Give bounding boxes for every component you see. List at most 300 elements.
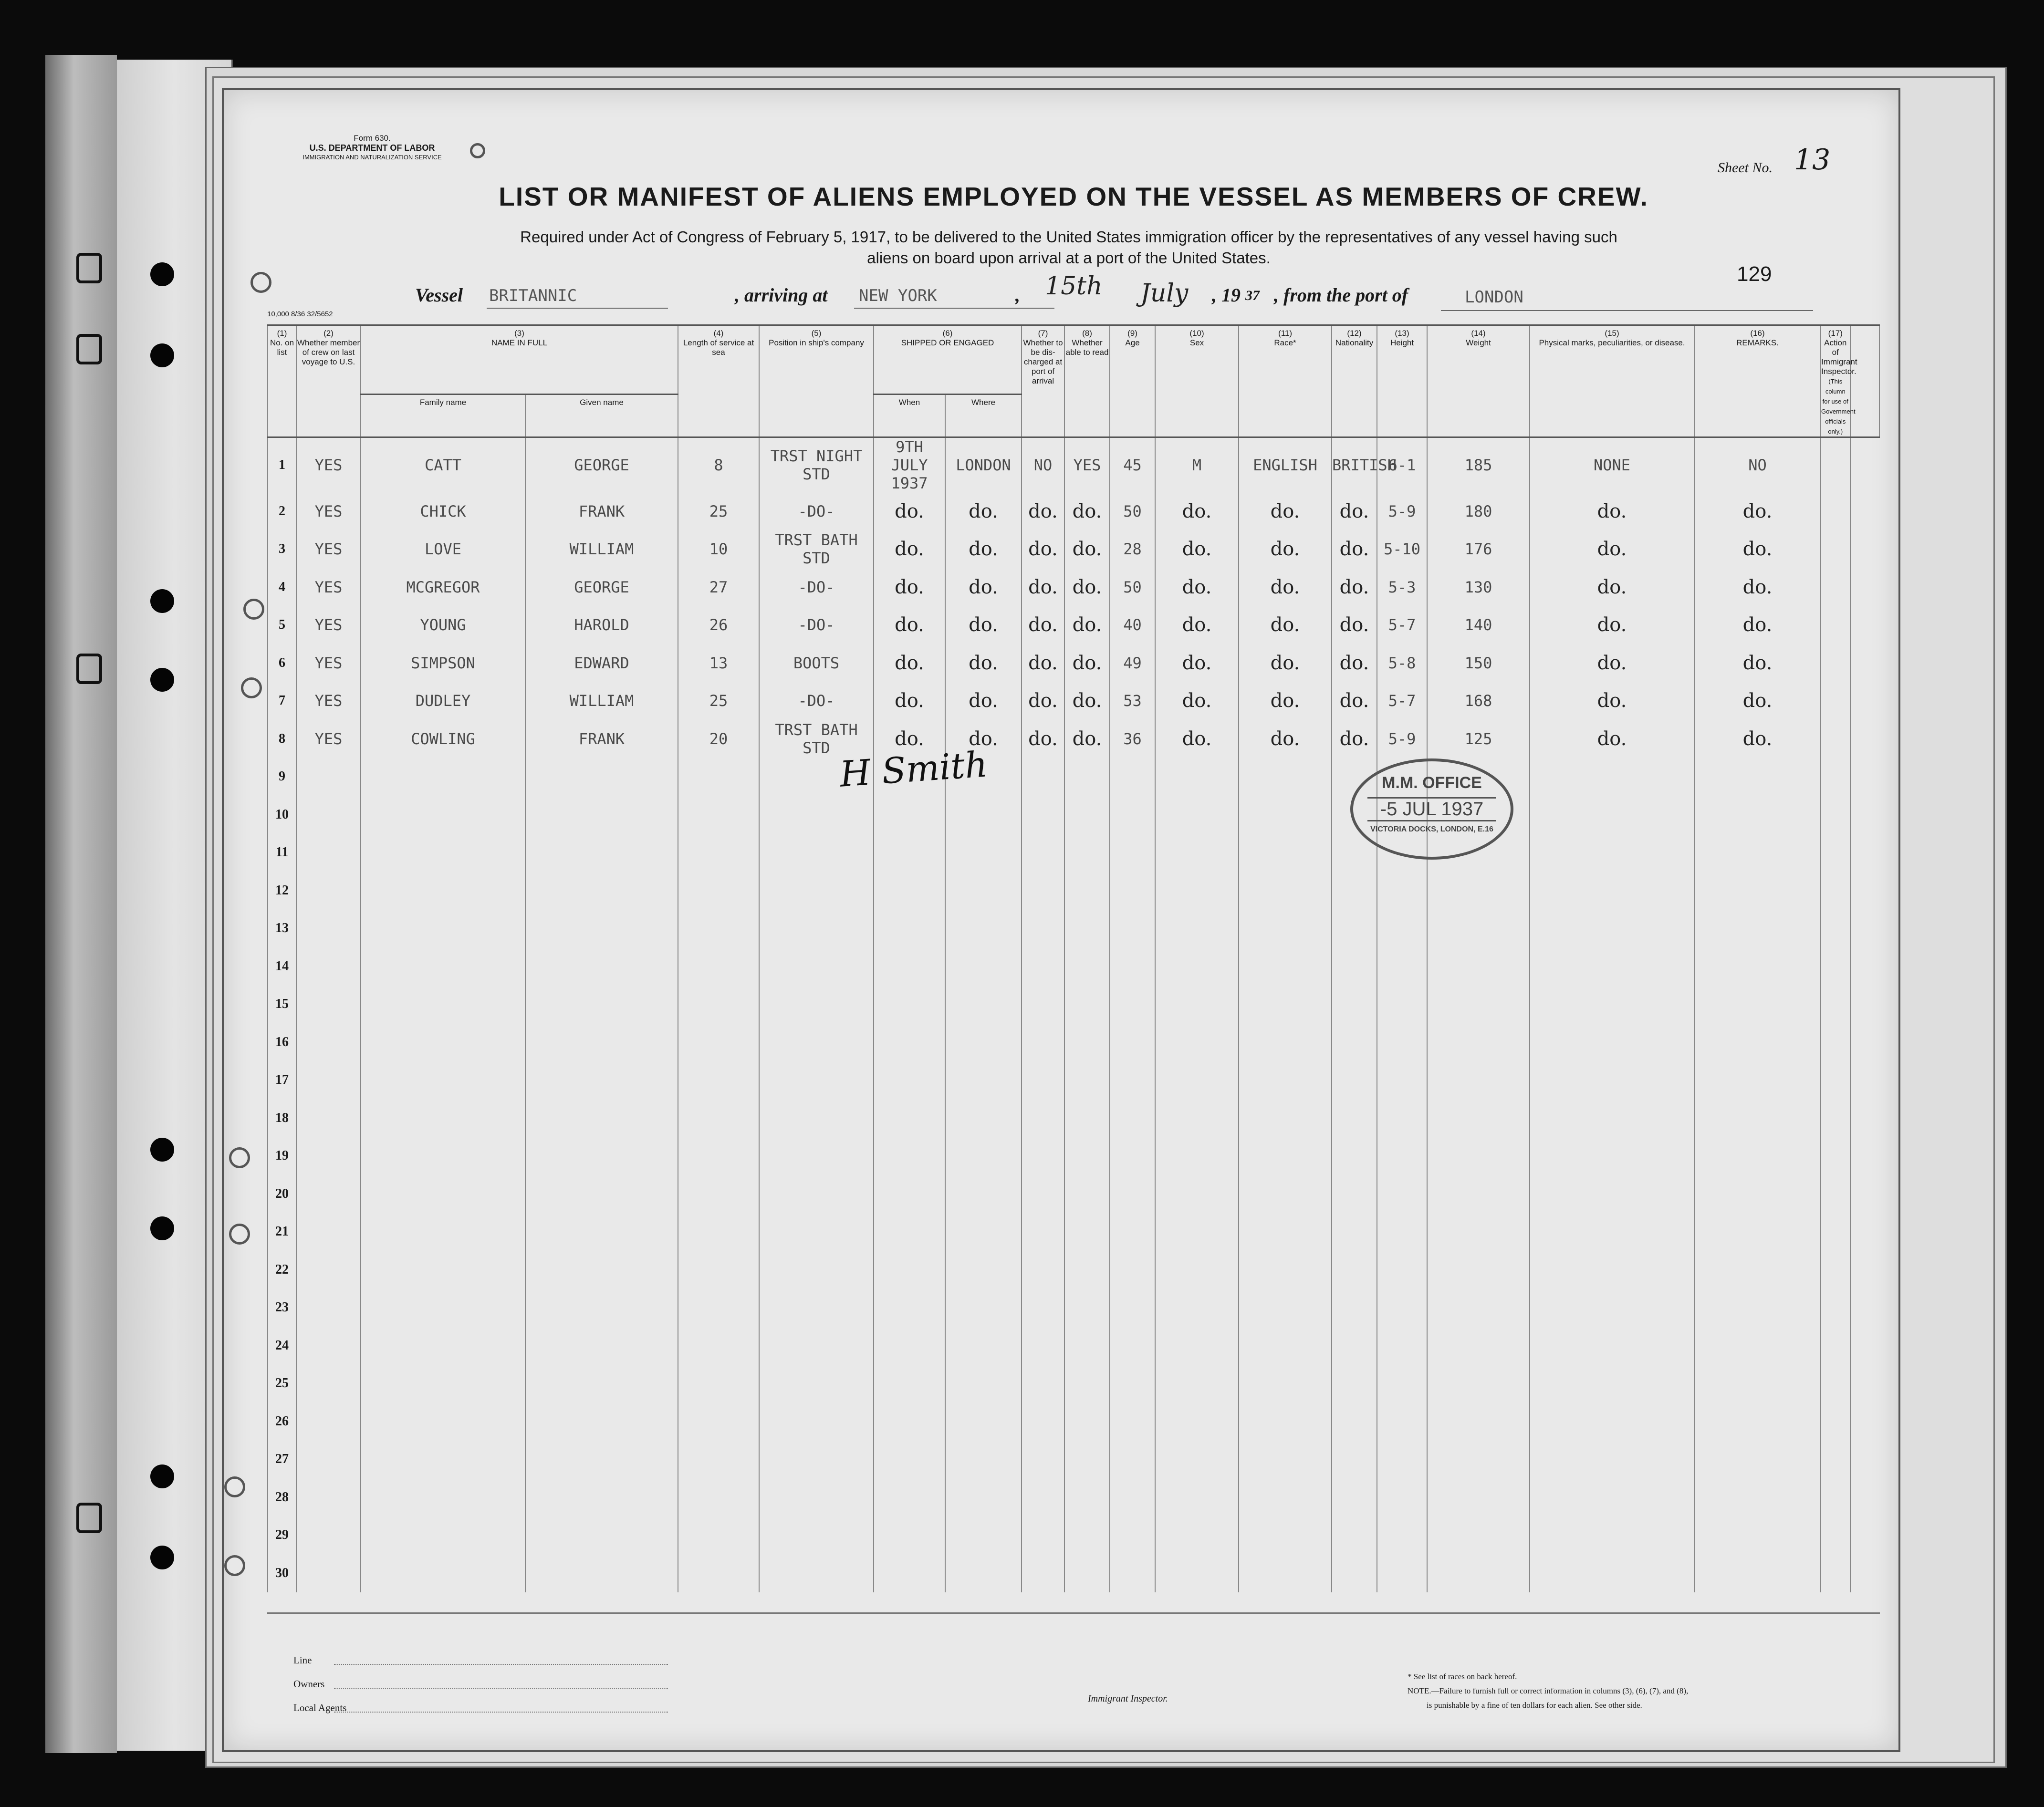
cell-empty [1694, 1099, 1821, 1137]
cell-empty [1022, 1516, 1064, 1555]
cell-empty [1064, 1402, 1110, 1441]
cell-empty [759, 1289, 874, 1327]
cell-empty [874, 1402, 945, 1441]
cell-where: do. [945, 720, 1022, 758]
cell-empty [1239, 1554, 1332, 1592]
code-number: 129 [1737, 262, 1772, 286]
footer-agents-label: Local Agents [293, 1702, 347, 1714]
cell-no: 11 [268, 834, 296, 872]
cell-empty [678, 1516, 759, 1555]
cell-empty [525, 1402, 678, 1441]
cell-discharged: do. [1022, 606, 1064, 644]
cell-empty [759, 1213, 874, 1251]
table-bottom-border [267, 1612, 1880, 1614]
cell-empty [296, 1516, 361, 1555]
cell-empty [1530, 1099, 1694, 1137]
cell-empty [874, 796, 945, 834]
cell-empty [678, 1289, 759, 1327]
cell-empty [361, 758, 525, 796]
cell-empty [1377, 1441, 1427, 1479]
cell-empty [1332, 1516, 1377, 1555]
cell-empty [1530, 1289, 1694, 1327]
cell-empty [525, 1023, 678, 1061]
cell-no: 17 [268, 1061, 296, 1100]
binder-slot [76, 1503, 102, 1533]
cell-empty [1427, 1327, 1530, 1365]
cell-no: 19 [268, 1137, 296, 1175]
cell-empty [361, 910, 525, 948]
cell-empty [525, 1289, 678, 1327]
note-penalty: NOTE.—Failure to furnish full or correct information in columns (3), (6), (7), and (8), [1408, 1686, 1689, 1695]
cell-race: ENGLISH [1239, 437, 1332, 493]
cell-empty [361, 834, 525, 872]
cell-empty [1110, 1251, 1155, 1289]
col-header: (17) Action of Immigrant Inspector. (This column for use of Government officials only.) [1821, 325, 1850, 437]
col-header: (10) Sex [1155, 325, 1239, 437]
department: U.S. DEPARTMENT OF LABOR [309, 143, 435, 153]
cell-nationality: do. [1332, 644, 1377, 682]
cell-empty [361, 1175, 525, 1213]
cell-empty [945, 1289, 1022, 1327]
cell-empty [1332, 986, 1377, 1024]
col-header: (15) Physical marks, peculiarities, or disease. [1530, 325, 1694, 437]
binder-slot [76, 253, 102, 283]
cell-empty [1821, 1402, 1850, 1441]
cell-no: 10 [268, 796, 296, 834]
cell-weight: 130 [1427, 568, 1530, 606]
col-header [1850, 325, 1879, 437]
cell-empty [1239, 986, 1332, 1024]
cell-empty [1110, 1327, 1155, 1365]
cell-given: HAROLD [525, 606, 678, 644]
cell-empty [1022, 758, 1064, 796]
cell-empty [945, 796, 1022, 834]
cell-empty [361, 1478, 525, 1516]
subtitle-line: aliens on board upon arrival at a port of the United States. [867, 249, 1271, 267]
cell-empty [1427, 1365, 1530, 1403]
cell-given: GEORGE [525, 437, 678, 493]
cell-empty [1427, 1516, 1530, 1555]
cell-last-voyage: YES [296, 492, 361, 530]
vessel-line: Vessel BRITANNIC , arriving at NEW YORK , 15th July , 19 37 , from the port of LONDON [415, 284, 1894, 317]
cell-empty [525, 1516, 678, 1555]
cell-empty [1694, 910, 1821, 948]
cell-empty [1332, 947, 1377, 986]
cell-empty [361, 1251, 525, 1289]
cell-empty [1022, 1365, 1064, 1403]
cell-remarks: do. [1694, 720, 1821, 758]
cell-empty [759, 947, 874, 986]
cell-empty [678, 1327, 759, 1365]
cell-empty [1821, 1213, 1850, 1251]
cell-empty [1377, 947, 1427, 986]
cell-empty [945, 986, 1022, 1024]
cell-empty [945, 910, 1022, 948]
punch-hole [150, 1546, 174, 1569]
cell-empty [296, 1402, 361, 1441]
cell-no: 27 [268, 1441, 296, 1479]
cell-empty [525, 758, 678, 796]
cell-inspector-action [1821, 530, 1850, 569]
cell-empty [1022, 872, 1064, 910]
cell-age: 50 [1110, 492, 1155, 530]
cell-empty [945, 1213, 1022, 1251]
from-port: LONDON [1465, 288, 1523, 307]
cell-empty [1821, 1478, 1850, 1516]
cell-empty [1821, 1365, 1850, 1403]
col-header: (3) NAME IN FULL [361, 325, 678, 395]
cell-nationality: do. [1332, 492, 1377, 530]
cell-empty [945, 1099, 1022, 1137]
col-subheader: Family name [361, 395, 525, 437]
cell-empty [1064, 1023, 1110, 1061]
cell-empty [1427, 1441, 1530, 1479]
cell-empty [1064, 910, 1110, 948]
cell-empty [1239, 947, 1332, 986]
cell-empty [1530, 1213, 1694, 1251]
cell-empty [1110, 1175, 1155, 1213]
cell-empty [759, 1554, 874, 1592]
cell-empty [1239, 1213, 1332, 1251]
cell-empty [759, 1061, 874, 1100]
cell-empty [1377, 1213, 1427, 1251]
cell-empty [1694, 1289, 1821, 1327]
cell-empty [1239, 1099, 1332, 1137]
binder-ring-hole [224, 1476, 245, 1497]
table-body [268, 437, 1879, 1592]
cell-empty [759, 1365, 874, 1403]
cell-empty [874, 1023, 945, 1061]
cell-empty [1110, 1061, 1155, 1100]
cell-empty [1332, 1441, 1377, 1479]
cell-no: 13 [268, 910, 296, 948]
cell-empty [1022, 1402, 1064, 1441]
cell-family: DUDLEY [361, 682, 525, 720]
cell-empty [1155, 796, 1239, 834]
punch-hole [150, 1216, 174, 1240]
cell-empty [1064, 1327, 1110, 1365]
stamp-date: -5 JUL 1937 [1367, 797, 1496, 821]
cell-empty [1530, 986, 1694, 1024]
cell-empty [1332, 1478, 1377, 1516]
cell-empty [1821, 947, 1850, 986]
cell-empty [1427, 1289, 1530, 1327]
cell-inspector-action [1821, 644, 1850, 682]
cell-empty [1694, 796, 1821, 834]
cell-empty [1110, 872, 1155, 910]
cell-empty [678, 1061, 759, 1100]
cell-empty [1064, 1213, 1110, 1251]
cell-read: do. [1064, 682, 1110, 720]
cell-remarks: do. [1694, 606, 1821, 644]
cell-empty [1155, 1441, 1239, 1479]
cell-weight: 180 [1427, 492, 1530, 530]
binder-slot [76, 334, 102, 364]
cell-empty [1694, 947, 1821, 986]
cell-empty [1694, 1251, 1821, 1289]
cell-empty [759, 1516, 874, 1555]
cell-empty [1239, 834, 1332, 872]
cell-empty [874, 834, 945, 872]
cell-no: 29 [268, 1516, 296, 1555]
cell-empty [1110, 834, 1155, 872]
cell-inspector-action [1821, 720, 1850, 758]
cell-empty [945, 1327, 1022, 1365]
cell-empty [1239, 1175, 1332, 1213]
cell-empty [874, 1441, 945, 1479]
cell-family: COWLING [361, 720, 525, 758]
cell-empty [1022, 1137, 1064, 1175]
table-row [268, 1099, 1879, 1137]
cell-empty [1332, 1365, 1377, 1403]
cell-empty [1377, 1251, 1427, 1289]
cell-empty [361, 796, 525, 834]
cell-empty [361, 872, 525, 910]
cell-sex: do. [1155, 644, 1239, 682]
cell-empty [1022, 1251, 1064, 1289]
cell-empty [296, 1327, 361, 1365]
cell-empty [678, 1175, 759, 1213]
cell-weight: 140 [1427, 606, 1530, 644]
cell-where: LONDON [945, 437, 1022, 493]
cell-given: FRANK [525, 492, 678, 530]
cell-empty [525, 1099, 678, 1137]
col-header: (5) Position in ship's company [759, 325, 874, 437]
table-row [268, 1061, 1879, 1100]
cell-no: 28 [268, 1478, 296, 1516]
cell-marks: do. [1530, 682, 1694, 720]
cell-service: 13 [678, 644, 759, 682]
office-stamp [1350, 758, 1513, 860]
cell-empty [1530, 947, 1694, 986]
cell-empty [361, 947, 525, 986]
cell-height: 5-9 [1377, 720, 1427, 758]
arrival-month: July [1140, 279, 1189, 308]
cell-read: do. [1064, 568, 1110, 606]
cell-service: 25 [678, 682, 759, 720]
cell-service: 27 [678, 568, 759, 606]
cell-empty [525, 910, 678, 948]
col-header: (2) Whether member of crew on last voyage to U.S. [296, 325, 361, 437]
cell-when: do. [874, 606, 945, 644]
subtitle-line: Required under Act of Congress of February 5, 1917, to be delivered to the United States immigration officer by the representatives of any vessel having such [520, 228, 1617, 246]
cell-empty [1377, 1099, 1427, 1137]
cell-read: YES [1064, 437, 1110, 493]
cell-position: TRST NIGHT STD [759, 437, 874, 493]
cell-last-voyage: YES [296, 530, 361, 569]
cell-empty [1694, 1441, 1821, 1479]
cell-age: 36 [1110, 720, 1155, 758]
table-row [268, 1402, 1879, 1441]
cell-sex: do. [1155, 720, 1239, 758]
punch-hole [150, 343, 174, 367]
cell-discharged: do. [1022, 644, 1064, 682]
table-row [268, 492, 1879, 530]
cell-empty [1427, 947, 1530, 986]
cell-empty [759, 1175, 874, 1213]
footer-agents-field [334, 1712, 668, 1713]
cell-empty [1377, 1365, 1427, 1403]
cell-nationality: do. [1332, 530, 1377, 569]
cell-empty [1427, 1061, 1530, 1100]
cell-age: 53 [1110, 682, 1155, 720]
cell-family: CHICK [361, 492, 525, 530]
cell-empty [1821, 1251, 1850, 1289]
cell-empty [361, 1554, 525, 1592]
cell-age: 50 [1110, 568, 1155, 606]
cell-empty [1427, 1402, 1530, 1441]
cell-empty [678, 834, 759, 872]
cell-empty [1332, 1023, 1377, 1061]
cell-empty [1427, 1023, 1530, 1061]
cell-empty [1064, 986, 1110, 1024]
table-row [268, 1213, 1879, 1251]
cell-empty [1064, 872, 1110, 910]
cell-inspector-action [1821, 492, 1850, 530]
cell-no: 16 [268, 1023, 296, 1061]
cell-empty [1530, 1554, 1694, 1592]
cell-empty [1239, 1289, 1332, 1327]
cell-where: do. [945, 606, 1022, 644]
cell-where: do. [945, 682, 1022, 720]
cell-empty [1155, 1365, 1239, 1403]
cell-empty [759, 872, 874, 910]
cell-empty [1155, 1213, 1239, 1251]
from-label: , from the port of [1274, 284, 1408, 306]
cell-last-voyage: YES [296, 437, 361, 493]
cell-inspector-action [1821, 568, 1850, 606]
cell-empty [1530, 1402, 1694, 1441]
cell-empty [1530, 1441, 1694, 1479]
cell-empty [1155, 1251, 1239, 1289]
cell-empty [678, 1099, 759, 1137]
cell-empty [678, 1441, 759, 1479]
cell-empty [1155, 1175, 1239, 1213]
punch-hole [150, 589, 174, 613]
cell-empty [1155, 1478, 1239, 1516]
cell-age: 45 [1110, 437, 1155, 493]
cell-service: 20 [678, 720, 759, 758]
cell-empty [1155, 1061, 1239, 1100]
table-row [268, 986, 1879, 1024]
table-row [268, 1289, 1879, 1327]
cell-empty [1694, 1137, 1821, 1175]
cell-empty [361, 1061, 525, 1100]
col-header: (9) Age [1110, 325, 1155, 437]
cell-empty [1427, 986, 1530, 1024]
cell-empty [874, 1554, 945, 1592]
cell-empty [1332, 1327, 1377, 1365]
cell-empty [1022, 1554, 1064, 1592]
cell-empty [874, 1327, 945, 1365]
cell-empty [1239, 1251, 1332, 1289]
cell-empty [1064, 1061, 1110, 1100]
cell-empty [525, 1554, 678, 1592]
cell-empty [1155, 758, 1239, 796]
cell-empty [1022, 1441, 1064, 1479]
cell-empty [1110, 1289, 1155, 1327]
cell-empty [1332, 1137, 1377, 1175]
cell-empty [361, 1402, 525, 1441]
cell-empty [1022, 1289, 1064, 1327]
cell-empty [945, 834, 1022, 872]
cell-empty [1110, 796, 1155, 834]
cell-empty [874, 1213, 945, 1251]
cell-marks: do. [1530, 720, 1694, 758]
col-header: (11) Race* [1239, 325, 1332, 437]
cell-no: 7 [268, 682, 296, 720]
cell-empty [1064, 1175, 1110, 1213]
cell-empty [1530, 1365, 1694, 1403]
cell-empty [1064, 1441, 1110, 1479]
cell-sex: do. [1155, 568, 1239, 606]
cell-empty [678, 986, 759, 1024]
cell-empty [1332, 1099, 1377, 1137]
cell-nationality: do. [1332, 720, 1377, 758]
cell-given: FRANK [525, 720, 678, 758]
cell-read: do. [1064, 644, 1110, 682]
col-header: (14) Weight [1427, 325, 1530, 437]
form-number: Form 630. [354, 134, 391, 143]
cell-height: 5-3 [1377, 568, 1427, 606]
cell-empty [678, 947, 759, 986]
binder-slot [76, 654, 102, 684]
cell-empty [296, 947, 361, 986]
header-row [268, 325, 1879, 395]
cell-empty [1821, 1023, 1850, 1061]
cell-empty [296, 1061, 361, 1100]
cell-empty [525, 796, 678, 834]
sheet-label: Sheet No. [1718, 160, 1773, 176]
cell-empty [1110, 1099, 1155, 1137]
table-row [268, 568, 1879, 606]
cell-empty [1155, 910, 1239, 948]
binder-ring-hole [243, 599, 264, 620]
cell-read: do. [1064, 606, 1110, 644]
cell-read: do. [1064, 492, 1110, 530]
cell-no: 25 [268, 1365, 296, 1403]
cell-empty [1694, 834, 1821, 872]
table-row [268, 1365, 1879, 1403]
cell-no: 9 [268, 758, 296, 796]
cell-empty [1377, 1554, 1427, 1592]
cell-height: 5-7 [1377, 606, 1427, 644]
cell-empty [1155, 872, 1239, 910]
cell-empty [945, 1175, 1022, 1213]
cell-service: 8 [678, 437, 759, 493]
cell-race: do. [1239, 720, 1332, 758]
cell-empty [945, 1478, 1022, 1516]
cell-marks: do. [1530, 606, 1694, 644]
cell-empty [1332, 1402, 1377, 1441]
cell-empty [361, 1289, 525, 1327]
cell-empty [1110, 1516, 1155, 1555]
cell-remarks: do. [1694, 492, 1821, 530]
cell-empty [1110, 986, 1155, 1024]
cell-empty [525, 1327, 678, 1365]
cell-empty [678, 796, 759, 834]
cell-empty [525, 1175, 678, 1213]
cell-no: 3 [268, 530, 296, 569]
cell-empty [1155, 1099, 1239, 1137]
cell-empty [1022, 1478, 1064, 1516]
cell-empty [759, 1251, 874, 1289]
cell-empty [1427, 1554, 1530, 1592]
punch-hole [150, 1464, 174, 1488]
cell-empty [874, 1175, 945, 1213]
cell-empty [1694, 1554, 1821, 1592]
cell-no: 5 [268, 606, 296, 644]
